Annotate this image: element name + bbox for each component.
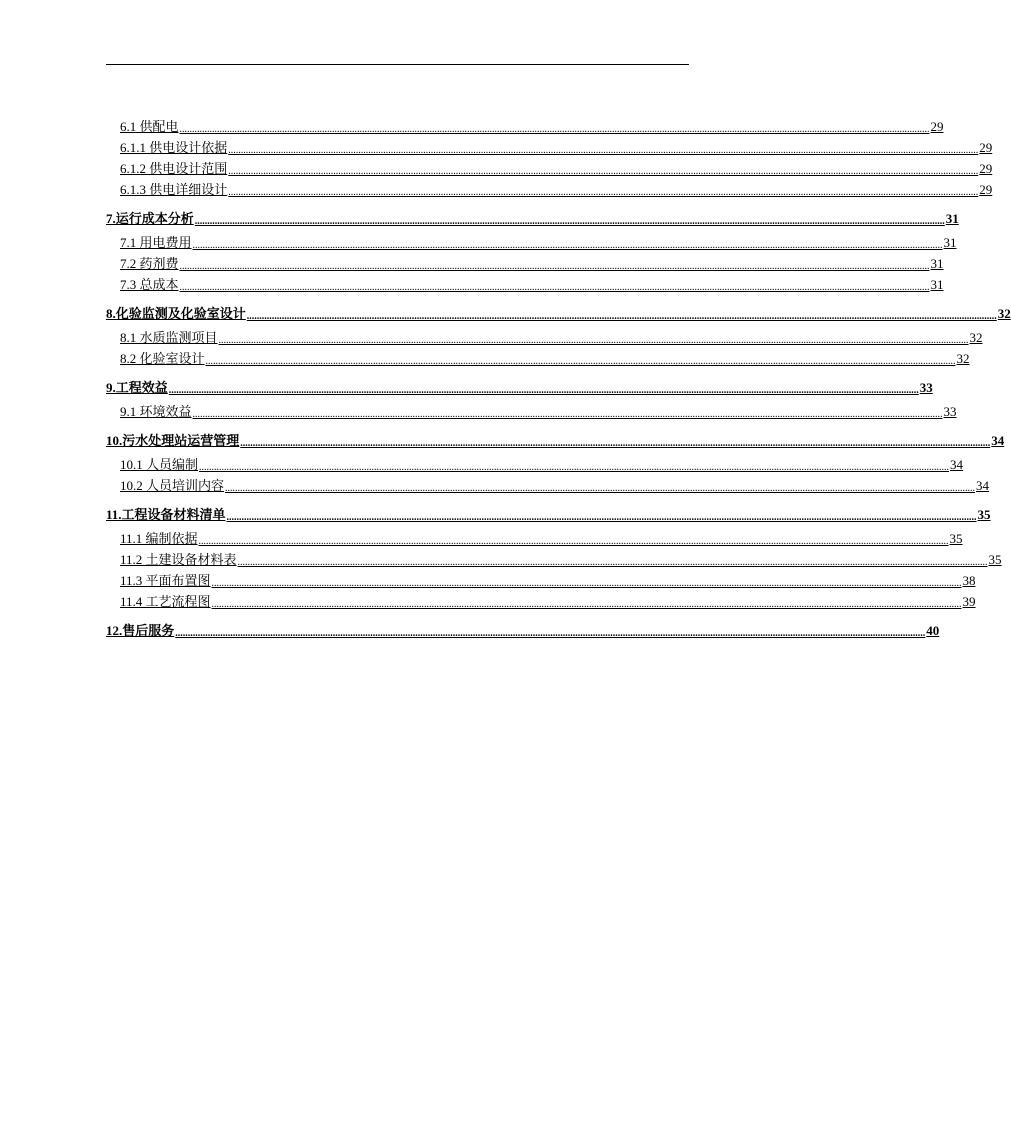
toc-entry-page: 31	[930, 277, 944, 292]
toc-chapter-title[interactable]: 9.工程效益	[106, 380, 168, 395]
toc-entry-page: 34	[950, 457, 964, 472]
toc-entry-title[interactable]: 6.1.1 供电设计依据	[120, 140, 228, 155]
toc-entry-page: 32	[969, 330, 983, 345]
toc-entry-title[interactable]: 10.1 人员编制	[120, 457, 199, 472]
toc-entry[interactable]	[106, 114, 944, 135]
toc-entry[interactable]	[106, 135, 993, 156]
toc-chapter-title[interactable]: 12.售后服务	[106, 623, 175, 638]
toc-leader-dots: ............................................................................................................................................................................................................................................................................................................	[228, 187, 979, 198]
toc-entry-title[interactable]: 11.1 编制依据	[120, 531, 198, 546]
toc-chapter-page: 34	[991, 433, 1005, 448]
toc-leader-dots: ............................................................................................................................................................................................................................................................................................................	[179, 124, 930, 135]
toc-chapter-title[interactable]: 7.运行成本分析	[106, 211, 194, 226]
toc-entry-title[interactable]: 9.1 环境效益	[120, 404, 192, 419]
toc-entry-page: 31	[943, 235, 957, 250]
header-rule	[106, 64, 689, 65]
toc-entry[interactable]	[106, 156, 993, 177]
toc-leader-dots: ............................................................................................................................................................................................................................................................................................................	[246, 311, 997, 322]
toc-entry-page: 34	[976, 478, 990, 493]
toc-leader-dots: ............................................................................................................................................................................................................................................................................................................	[194, 216, 945, 227]
toc-entry-page: 29	[979, 140, 993, 155]
toc-entry[interactable]	[106, 177, 993, 198]
toc-leader-dots: ............................................................................................................................................................................................................................................................................................................	[240, 438, 991, 449]
toc-entry[interactable]	[106, 589, 976, 610]
toc-entry[interactable]	[106, 251, 944, 272]
toc-entry-title[interactable]: 8.2 化验室设计	[120, 351, 205, 366]
toc-entry-page: 29	[979, 161, 993, 176]
toc-chapter-entry[interactable]	[106, 203, 959, 227]
toc-chapter-page: 31	[945, 211, 959, 226]
toc-entry-title[interactable]: 8.1 水质监测项目	[120, 330, 218, 345]
toc-entry[interactable]	[106, 272, 944, 293]
toc-entry-page: 38	[962, 573, 976, 588]
toc-entry-title[interactable]: 11.4 工艺流程图	[120, 594, 211, 609]
toc-entry[interactable]	[106, 346, 970, 367]
toc-entry-title[interactable]: 6.1 供配电	[120, 119, 179, 134]
toc-leader-dots: ............................................................................................................................................................................................................................................................................................................	[225, 483, 976, 494]
toc-leader-dots: ............................................................................................................................................................................................................................................................................................................	[205, 356, 956, 367]
toc-entry-title[interactable]: 11.2 土建设备材料表	[120, 552, 237, 567]
toc-leader-dots: ............................................................................................................................................................................................................................................................................................................	[192, 409, 943, 420]
toc-chapter-page: 35	[977, 507, 991, 522]
toc-leader-dots: ............................................................................................................................................................................................................................................................................................................	[237, 557, 988, 568]
toc-leader-dots: ............................................................................................................................................................................................................................................................................................................	[192, 240, 943, 251]
toc-entry[interactable]	[106, 325, 983, 346]
toc-chapter-title[interactable]: 8.化验监测及化验室设计	[106, 306, 246, 321]
toc-entry-page: 33	[943, 404, 957, 419]
toc-leader-dots: ............................................................................................................................................................................................................................................................................................................	[228, 145, 979, 156]
toc-chapter-title[interactable]: 10.污水处理站运营管理	[106, 433, 240, 448]
toc-leader-dots: ............................................................................................................................................................................................................................................................................................................	[211, 599, 962, 610]
toc-entry[interactable]	[106, 452, 964, 473]
toc-leader-dots: ............................................................................................................................................................................................................................................................................................................	[179, 261, 930, 272]
toc-entry[interactable]	[106, 230, 957, 251]
toc-entry-page: 39	[962, 594, 976, 609]
toc-chapter-page: 33	[919, 380, 933, 395]
toc-entry-page: 35	[988, 552, 1002, 567]
toc-entry-title[interactable]: 11.3 平面布置图	[120, 573, 211, 588]
toc-leader-dots: ............................................................................................................................................................................................................................................................................................................	[211, 578, 962, 589]
toc-leader-dots: ............................................................................................................................................................................................................................................................................................................	[226, 512, 977, 523]
toc-entry-title[interactable]: 7.2 药剂费	[120, 256, 179, 271]
toc-chapter-entry[interactable]	[106, 499, 991, 523]
toc-entry-page: 29	[930, 119, 944, 134]
toc-leader-dots: ............................................................................................................................................................................................................................................................................................................	[179, 282, 930, 293]
toc-entry[interactable]	[106, 526, 963, 547]
toc-chapter-page: 40	[926, 623, 940, 638]
toc-chapter-entry[interactable]	[106, 298, 1011, 322]
toc-entry-page: 31	[930, 256, 944, 271]
toc-entry-title[interactable]: 7.1 用电费用	[120, 235, 192, 250]
toc-entry-page: 35	[949, 531, 963, 546]
toc-chapter-entry[interactable]	[106, 372, 933, 396]
toc-entry[interactable]	[106, 399, 957, 420]
toc-chapter-title[interactable]: 11.工程设备材料清单	[106, 507, 226, 522]
toc-leader-dots: ............................................................................................................................................................................................................................................................................................................	[218, 335, 969, 346]
toc-leader-dots: ............................................................................................................................................................................................................................................................................................................	[175, 628, 926, 639]
toc-entry[interactable]	[106, 473, 990, 494]
toc-chapter-entry[interactable]	[106, 615, 940, 639]
toc-chapter-entry[interactable]	[106, 425, 1005, 449]
toc-entry-page: 29	[979, 182, 993, 197]
toc-entry-page: 32	[956, 351, 970, 366]
toc-entry[interactable]	[106, 568, 976, 589]
toc-entry-title[interactable]: 6.1.3 供电详细设计	[120, 182, 228, 197]
toc-chapter-page: 32	[997, 306, 1011, 321]
toc-leader-dots: ............................................................................................................................................................................................................................................................................................................	[198, 536, 949, 547]
toc-leader-dots: ............................................................................................................................................................................................................................................................................................................	[228, 166, 979, 177]
table-of-contents	[106, 114, 1011, 642]
toc-entry-title[interactable]: 6.1.2 供电设计范围	[120, 161, 228, 176]
toc-entry[interactable]	[106, 547, 1002, 568]
toc-leader-dots: ............................................................................................................................................................................................................................................................................................................	[199, 462, 950, 473]
toc-entry-title[interactable]: 10.2 人员培训内容	[120, 478, 225, 493]
toc-entry-title[interactable]: 7.3 总成本	[120, 277, 179, 292]
toc-leader-dots: ............................................................................................................................................................................................................................................................................................................	[168, 385, 919, 396]
